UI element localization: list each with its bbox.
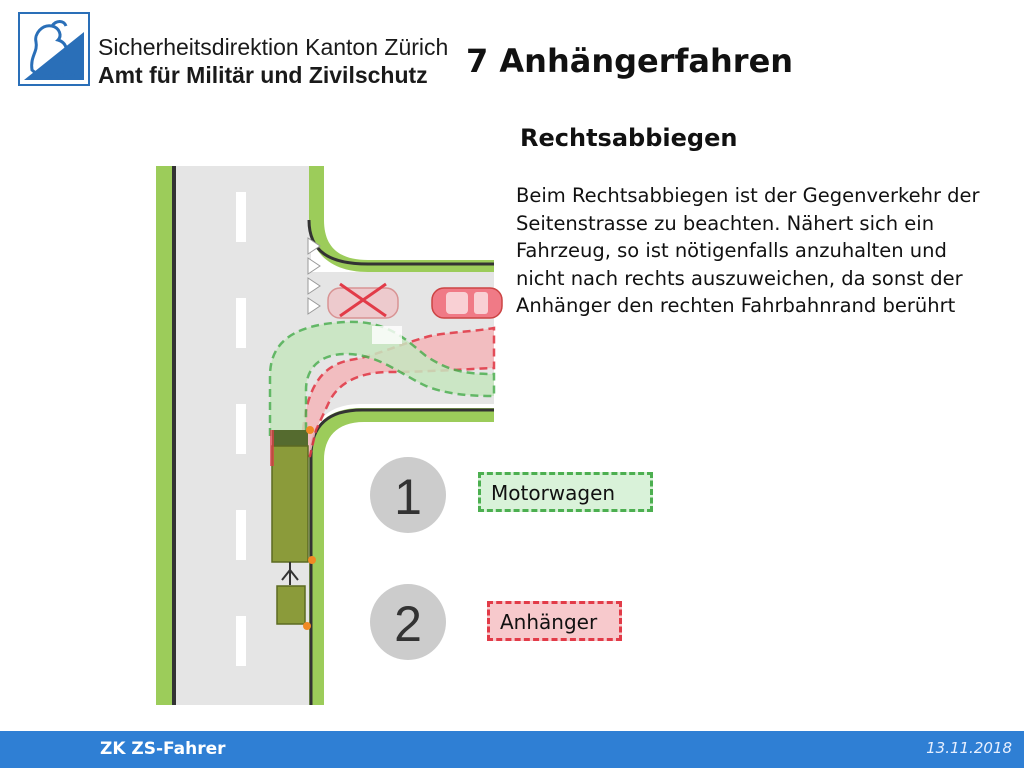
left-curb: [156, 166, 174, 705]
footer-course-name: ZK ZS-Fahrer: [100, 739, 226, 759]
truck: [272, 430, 308, 624]
body-text: Beim Rechtsabbiegen ist der Gegenverkehr der Seitenstrasse zu beachten. Nähert sich ein Fahrzeug, so ist nötigenfalls anzuhalten und nicht nach rechts auszuweichen, da sonst der Anhänger den rechten Fahrbahnrand berührt: [516, 184, 980, 317]
page-title: 7 Anhängerfahren: [466, 42, 794, 80]
footer: [0, 731, 1024, 768]
lion-coat-of-arms-icon: [18, 12, 90, 86]
logo: [18, 12, 449, 88]
org-name-line2: Amt für Militär und Zivilschutz: [98, 62, 428, 88]
section-subtitle: Rechtsabbiegen: [520, 124, 738, 152]
legend-anhaenger: Anhänger: [487, 601, 622, 641]
legend-number-2: 2: [394, 596, 422, 652]
legend-number-1: 1: [394, 469, 422, 525]
ghost-car: [328, 288, 398, 318]
legend-motorwagen: Motorwagen: [478, 472, 653, 512]
footer-date: 13.11.2018: [926, 739, 1012, 757]
oncoming-car: [432, 288, 502, 318]
org-name-line1: Sicherheitsdirektion Kanton Zürich: [98, 34, 449, 60]
